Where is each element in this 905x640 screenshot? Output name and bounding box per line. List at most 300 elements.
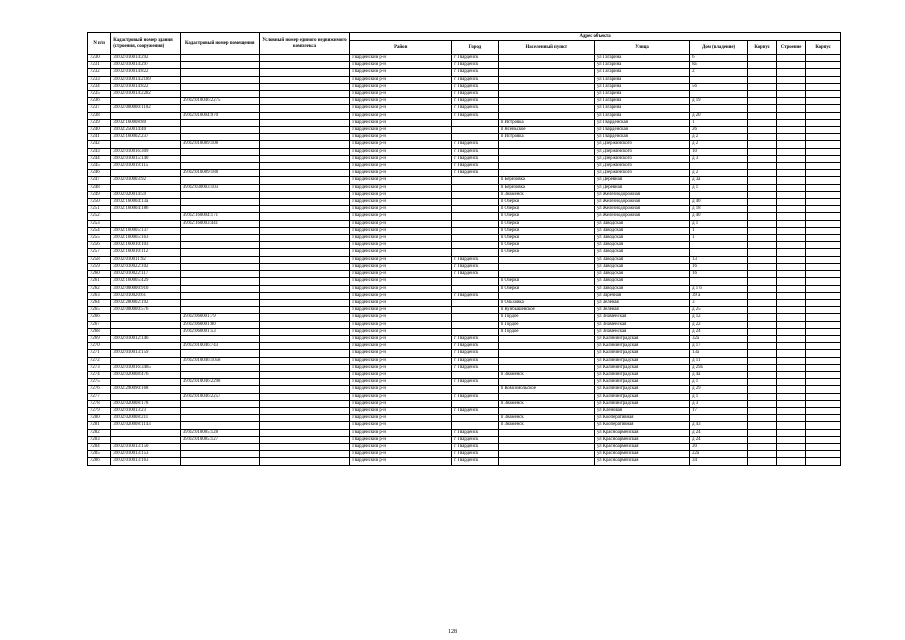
cell-city: г Гвардейск <box>452 263 498 270</box>
cell-korpus <box>748 134 777 141</box>
cell-korpus <box>748 213 777 220</box>
page-number: 128 <box>448 629 457 635</box>
cell-complex-number <box>259 335 349 342</box>
cell-house: 22а <box>690 451 748 458</box>
cell-city <box>452 127 498 134</box>
cell-street: ул Заводская <box>594 242 689 249</box>
cell-cad-building <box>111 328 181 335</box>
cell-korpus <box>748 220 777 227</box>
table-row <box>88 235 841 242</box>
cell-city <box>452 371 498 378</box>
table-row <box>88 307 841 314</box>
cell-office <box>806 321 841 328</box>
cell-row-number: 7250 <box>88 199 111 206</box>
cell-house: д 19 <box>690 98 748 105</box>
cell-office <box>806 285 841 292</box>
cell-city: г Гвардейск <box>452 350 498 357</box>
cell-locality <box>498 379 594 386</box>
table-row <box>88 98 841 105</box>
cell-stroenie <box>777 141 806 148</box>
cell-district: Гвардейский р-н <box>350 371 452 378</box>
cell-house: д 2 <box>690 170 748 177</box>
cell-cad-building: 39:02:010014:2282 <box>111 91 181 98</box>
cell-street: ул Заводская <box>594 271 689 278</box>
cell-city <box>452 206 498 213</box>
cell-office <box>806 343 841 350</box>
cell-complex-number <box>259 400 349 407</box>
cell-complex-number <box>259 393 349 400</box>
cell-cad-room <box>180 249 259 256</box>
cell-complex-number <box>259 76 349 83</box>
cell-office <box>806 400 841 407</box>
table-row <box>88 184 841 191</box>
cell-district: Гвардейский р-н <box>350 335 452 342</box>
cell-cad-room <box>180 335 259 342</box>
cell-cad-building: 39:02:010011:92 <box>111 256 181 263</box>
cell-cad-room <box>180 199 259 206</box>
cell-city: г Гвардейск <box>452 364 498 371</box>
cell-stroenie <box>777 220 806 227</box>
cell-row-number: 7257 <box>88 249 111 256</box>
cell-korpus <box>748 321 777 328</box>
cell-house: д 12 <box>690 314 748 321</box>
cell-row-number: 7272 <box>88 357 111 364</box>
cell-complex-number <box>259 62 349 69</box>
cell-cad-building: 39:02:020008:476 <box>111 371 181 378</box>
cell-cad-room <box>180 451 259 458</box>
cell-city <box>452 415 498 422</box>
cell-house: 16 <box>690 263 748 270</box>
cell-row-number: 7252 <box>88 213 111 220</box>
cell-stroenie <box>777 443 806 450</box>
cell-house: 32а <box>690 335 748 342</box>
cell-district: Гвардейский р-н <box>350 55 452 62</box>
cell-district: Гвардейский р-н <box>350 278 452 285</box>
cell-cad-building <box>111 357 181 364</box>
cell-korpus <box>748 62 777 69</box>
cell-city: г Гвардейск <box>452 451 498 458</box>
cell-district: Гвардейский р-н <box>350 271 452 278</box>
cell-district: Гвардейский р-н <box>350 105 452 112</box>
cell-house: д 24 <box>690 328 748 335</box>
cell-cad-room <box>180 285 259 292</box>
cell-district: Гвардейский р-н <box>350 285 452 292</box>
cell-city <box>452 321 498 328</box>
cell-locality <box>498 98 594 105</box>
cell-street: ул Заводская <box>594 227 689 234</box>
cell-korpus <box>748 83 777 90</box>
table-row <box>88 213 841 220</box>
cell-korpus <box>748 256 777 263</box>
cell-house: д 29 <box>690 386 748 393</box>
cell-cad-room <box>180 177 259 184</box>
cell-complex-number <box>259 263 349 270</box>
cell-district: Гвардейский р-н <box>350 451 452 458</box>
cell-city: г Гвардейск <box>452 55 498 62</box>
cell-complex-number <box>259 415 349 422</box>
cell-house: д 20 <box>690 112 748 119</box>
cell-row-number: 7264 <box>88 299 111 306</box>
cell-cad-room <box>180 83 259 90</box>
cell-city: г Гвардейск <box>452 357 498 364</box>
cell-cad-room <box>180 256 259 263</box>
cell-city <box>452 400 498 407</box>
cell-street: ул Калининградская <box>594 343 689 350</box>
cell-row-number: 7234 <box>88 83 111 90</box>
cell-stroenie <box>777 314 806 321</box>
cell-stroenie <box>777 91 806 98</box>
cell-cad-room: 39:02:160004:171 <box>180 213 259 220</box>
header-city: Город <box>452 41 498 55</box>
cell-complex-number <box>259 177 349 184</box>
cell-locality: п Знаменск <box>498 191 594 198</box>
table-row <box>88 299 841 306</box>
cell-stroenie <box>777 249 806 256</box>
cell-korpus <box>748 443 777 450</box>
table-row <box>88 170 841 177</box>
cell-stroenie <box>777 69 806 76</box>
cell-cad-building <box>111 436 181 443</box>
cell-cad-room: 39:02:010046:2257 <box>180 393 259 400</box>
cell-street: ул Заводская <box>594 220 689 227</box>
table-row <box>88 429 841 436</box>
table-row <box>88 227 841 234</box>
cell-office <box>806 314 841 321</box>
cell-row-number: 7271 <box>88 350 111 357</box>
cell-cad-room: 39:02:010085:128 <box>180 429 259 436</box>
cell-house: д 43 <box>690 422 748 429</box>
cell-row-number: 7247 <box>88 177 111 184</box>
cell-street: ул Гагарина <box>594 69 689 76</box>
cell-street: ул Дзержинского <box>594 141 689 148</box>
cell-district: Гвардейский р-н <box>350 199 452 206</box>
cell-house: д 3 <box>690 400 748 407</box>
cell-row-number: 7273 <box>88 364 111 371</box>
table-row <box>88 69 841 76</box>
cell-cad-building: 39:02:020008:1143 <box>111 422 181 429</box>
cell-house: д 1 <box>690 393 748 400</box>
cell-house: д 3а <box>690 177 748 184</box>
cell-complex-number <box>259 69 349 76</box>
cell-street: ул Гагарина <box>594 76 689 83</box>
cell-street: ул Заречная <box>594 292 689 299</box>
cell-district: Гвардейский р-н <box>350 379 452 386</box>
cell-street: ул Красноармейская <box>594 458 689 465</box>
cell-house: д 1 б <box>690 285 748 292</box>
cell-house <box>690 105 748 112</box>
cell-office <box>806 429 841 436</box>
cell-row-number: 7244 <box>88 155 111 162</box>
cell-row-number: 7249 <box>88 191 111 198</box>
cell-house: 17 <box>690 407 748 414</box>
header-korpus: Корпус <box>748 41 777 55</box>
cell-locality: п Озерки <box>498 220 594 227</box>
cell-cad-building: 39:02:160005:163 <box>111 235 181 242</box>
cell-house: д 40 <box>690 199 748 206</box>
cell-cad-building: 39:02:010014:822 <box>111 69 181 76</box>
cell-row-number: 7260 <box>88 271 111 278</box>
cell-street: ул Красноармейская <box>594 436 689 443</box>
cell-stroenie <box>777 422 806 429</box>
cell-cad-room: 39:02:160003:441 <box>180 220 259 227</box>
table-row <box>88 285 841 292</box>
cell-street: ул Гвардейская <box>594 134 689 141</box>
cell-office <box>806 141 841 148</box>
cell-complex-number <box>259 83 349 90</box>
cell-korpus <box>748 91 777 98</box>
cell-cad-room: 39:02:060001:53 <box>180 328 259 335</box>
cell-stroenie <box>777 242 806 249</box>
cell-cad-building: 39:02:010014:292 <box>111 55 181 62</box>
cell-cad-building: 39:02:010022:102 <box>111 263 181 270</box>
cell-complex-number <box>259 386 349 393</box>
cell-cad-building: 39:02:160010:103 <box>111 242 181 249</box>
cell-district: Гвардейский р-н <box>350 299 452 306</box>
cell-cad-building: 39:02:290090:168 <box>111 386 181 393</box>
cell-locality: п Истровка <box>498 134 594 141</box>
cell-complex-number <box>259 163 349 170</box>
cell-complex-number <box>259 170 349 177</box>
cell-korpus <box>748 371 777 378</box>
cell-street: ул Калининградская <box>594 379 689 386</box>
cell-office <box>806 83 841 90</box>
table-row <box>88 119 841 126</box>
cell-cad-building <box>111 429 181 436</box>
cell-cad-building <box>111 213 181 220</box>
cell-locality <box>498 443 594 450</box>
cell-korpus <box>748 184 777 191</box>
cell-cad-room <box>180 371 259 378</box>
cell-city: г Гвардейск <box>452 148 498 155</box>
cell-locality: п Истровка <box>498 119 594 126</box>
cell-city: г Гвардейск <box>452 393 498 400</box>
cell-city: г Гвардейск <box>452 105 498 112</box>
cell-locality: п Озерки <box>498 213 594 220</box>
cell-stroenie <box>777 119 806 126</box>
cell-district: Гвардейский р-н <box>350 155 452 162</box>
cell-cad-room <box>180 191 259 198</box>
cell-cad-building: 39:02:010013:159 <box>111 350 181 357</box>
cell-street: ул Гагарина <box>594 112 689 119</box>
cell-cad-building <box>111 170 181 177</box>
cell-locality: п Знаменск <box>498 371 594 378</box>
header-address: Адрес объекта <box>350 33 841 41</box>
cell-row-number: 7261 <box>88 278 111 285</box>
cell-street: ул Гвардейская <box>594 127 689 134</box>
cell-korpus <box>748 350 777 357</box>
cell-cad-room <box>180 134 259 141</box>
cell-district: Гвардейский р-н <box>350 364 452 371</box>
table-row <box>88 350 841 357</box>
cell-office <box>806 307 841 314</box>
cell-complex-number <box>259 191 349 198</box>
cell-street: ул Калининградская <box>594 335 689 342</box>
cell-district: Гвардейский р-н <box>350 163 452 170</box>
cell-city <box>452 184 498 191</box>
cell-office <box>806 191 841 198</box>
cell-stroenie <box>777 285 806 292</box>
cell-cad-room <box>180 364 259 371</box>
cell-house: д 17 <box>690 343 748 350</box>
cell-korpus <box>748 364 777 371</box>
cell-street: ул Калининградская <box>594 393 689 400</box>
cell-stroenie <box>777 400 806 407</box>
cell-city <box>452 299 498 306</box>
cell-korpus <box>748 55 777 62</box>
cell-stroenie <box>777 292 806 299</box>
table-row <box>88 436 841 443</box>
cell-stroenie <box>777 371 806 378</box>
cell-korpus <box>748 314 777 321</box>
cell-office <box>806 350 841 357</box>
cell-district: Гвардейский р-н <box>350 343 452 350</box>
cell-locality <box>498 429 594 436</box>
cell-cad-room <box>180 400 259 407</box>
cell-house: 3 <box>690 299 748 306</box>
cell-locality <box>498 256 594 263</box>
cell-cad-room: 39:02:060001:79 <box>180 314 259 321</box>
cell-locality: п Озерки <box>498 242 594 249</box>
cell-korpus <box>748 76 777 83</box>
cell-locality <box>498 451 594 458</box>
cell-cad-room <box>180 242 259 249</box>
cell-city <box>452 227 498 234</box>
table-row <box>88 379 841 386</box>
cell-complex-number <box>259 249 349 256</box>
cell-office <box>806 112 841 119</box>
cell-cad-building: 39:02:010020:61 <box>111 292 181 299</box>
cell-district: Гвардейский р-н <box>350 249 452 256</box>
cell-korpus <box>748 141 777 148</box>
cell-cad-room <box>180 105 259 112</box>
cell-stroenie <box>777 148 806 155</box>
cell-street: ул Дзержинского <box>594 170 689 177</box>
cell-row-number: 7285 <box>88 451 111 458</box>
cell-korpus <box>748 249 777 256</box>
table-row <box>88 458 841 465</box>
cell-complex-number <box>259 112 349 119</box>
cell-house: 34 <box>690 458 748 465</box>
cell-district: Гвардейский р-н <box>350 429 452 436</box>
cell-city: г Гвардейск <box>452 62 498 69</box>
cell-city <box>452 422 498 429</box>
cell-district: Гвардейский р-н <box>350 314 452 321</box>
cell-house: д 1 <box>690 220 748 227</box>
cell-district: Гвардейский р-н <box>350 350 452 357</box>
cell-locality: п Озерки <box>498 206 594 213</box>
cell-house: 56 <box>690 83 748 90</box>
cell-office <box>806 328 841 335</box>
cell-house: 8а <box>690 62 748 69</box>
cell-row-number: 7258 <box>88 256 111 263</box>
cell-cad-building: 39:02:160004:13а <box>111 199 181 206</box>
cell-korpus <box>748 105 777 112</box>
cell-street: ул Калининградская <box>594 364 689 371</box>
cell-complex-number <box>259 148 349 155</box>
cell-stroenie <box>777 357 806 364</box>
table-row <box>88 141 841 148</box>
cell-cad-building <box>111 321 181 328</box>
cell-locality: п Гордое <box>498 314 594 321</box>
table-row <box>88 386 841 393</box>
cell-row-number: 7259 <box>88 263 111 270</box>
cell-locality <box>498 112 594 119</box>
cell-street: ул Гвардейская <box>594 119 689 126</box>
table-row <box>88 242 841 249</box>
cell-row-number: 7233 <box>88 76 111 83</box>
cell-house: 1 <box>690 235 748 242</box>
cell-street: ул Гагарина <box>594 55 689 62</box>
cell-district: Гвардейский р-н <box>350 148 452 155</box>
cell-office <box>806 55 841 62</box>
cell-house <box>690 242 748 249</box>
cell-street: ул Калининградская <box>594 357 689 364</box>
cell-house: д 2 <box>690 141 748 148</box>
cell-street: ул Железнодорожная <box>594 199 689 206</box>
table-row <box>88 199 841 206</box>
cell-city: г Гвардейск <box>452 69 498 76</box>
cell-row-number: 7269 <box>88 335 111 342</box>
cell-street: ул Заводская <box>594 285 689 292</box>
cell-office <box>806 415 841 422</box>
cell-district: Гвардейский р-н <box>350 220 452 227</box>
cell-street: ул Зеленая <box>594 307 689 314</box>
cell-house: д 22 <box>690 321 748 328</box>
cell-cad-building: 39:02:010014:2189 <box>111 76 181 83</box>
cell-stroenie <box>777 393 806 400</box>
cell-house <box>690 163 748 170</box>
cell-street: ул Деревная <box>594 184 689 191</box>
cell-cad-room <box>180 350 259 357</box>
cell-district: Гвардейский р-н <box>350 235 452 242</box>
cell-street: ул Знаменская <box>594 328 689 335</box>
cell-cad-room <box>180 415 259 422</box>
cell-complex-number <box>259 364 349 371</box>
cell-house: 39 а <box>690 292 748 299</box>
cell-street: ул Знаменская <box>594 314 689 321</box>
header-complex: Условный номер единого недвижимого комплекса <box>259 33 349 55</box>
cell-complex-number <box>259 299 349 306</box>
cell-district: Гвардейский р-н <box>350 213 452 220</box>
cell-office <box>806 163 841 170</box>
cell-office <box>806 177 841 184</box>
cell-office <box>806 451 841 458</box>
cell-stroenie <box>777 379 806 386</box>
cell-stroenie <box>777 263 806 270</box>
table-row <box>88 451 841 458</box>
cell-stroenie <box>777 415 806 422</box>
cell-stroenie <box>777 134 806 141</box>
cell-district: Гвардейский р-н <box>350 393 452 400</box>
cell-locality: п Озерки <box>498 227 594 234</box>
cell-korpus <box>748 307 777 314</box>
cell-city: г Гвардейск <box>452 112 498 119</box>
cell-korpus <box>748 155 777 162</box>
cell-house <box>690 91 748 98</box>
cell-house: д 2 <box>690 134 748 141</box>
cell-cad-room: 39:02:010004:970 <box>180 112 259 119</box>
cell-cad-building: 39:02:010015:140 <box>111 155 181 162</box>
cell-street: ул Гагарина <box>594 62 689 69</box>
cell-complex-number <box>259 206 349 213</box>
cell-cad-building: 39:02:160005:137 <box>111 227 181 234</box>
cell-house: 2 <box>690 69 748 76</box>
cell-cad-room: 39:02:060001:80 <box>180 321 259 328</box>
cell-house: д 11 <box>690 357 748 364</box>
cell-row-number: 7280 <box>88 415 111 422</box>
cell-street: ул Заводская <box>594 278 689 285</box>
cell-row-number: 7253 <box>88 220 111 227</box>
